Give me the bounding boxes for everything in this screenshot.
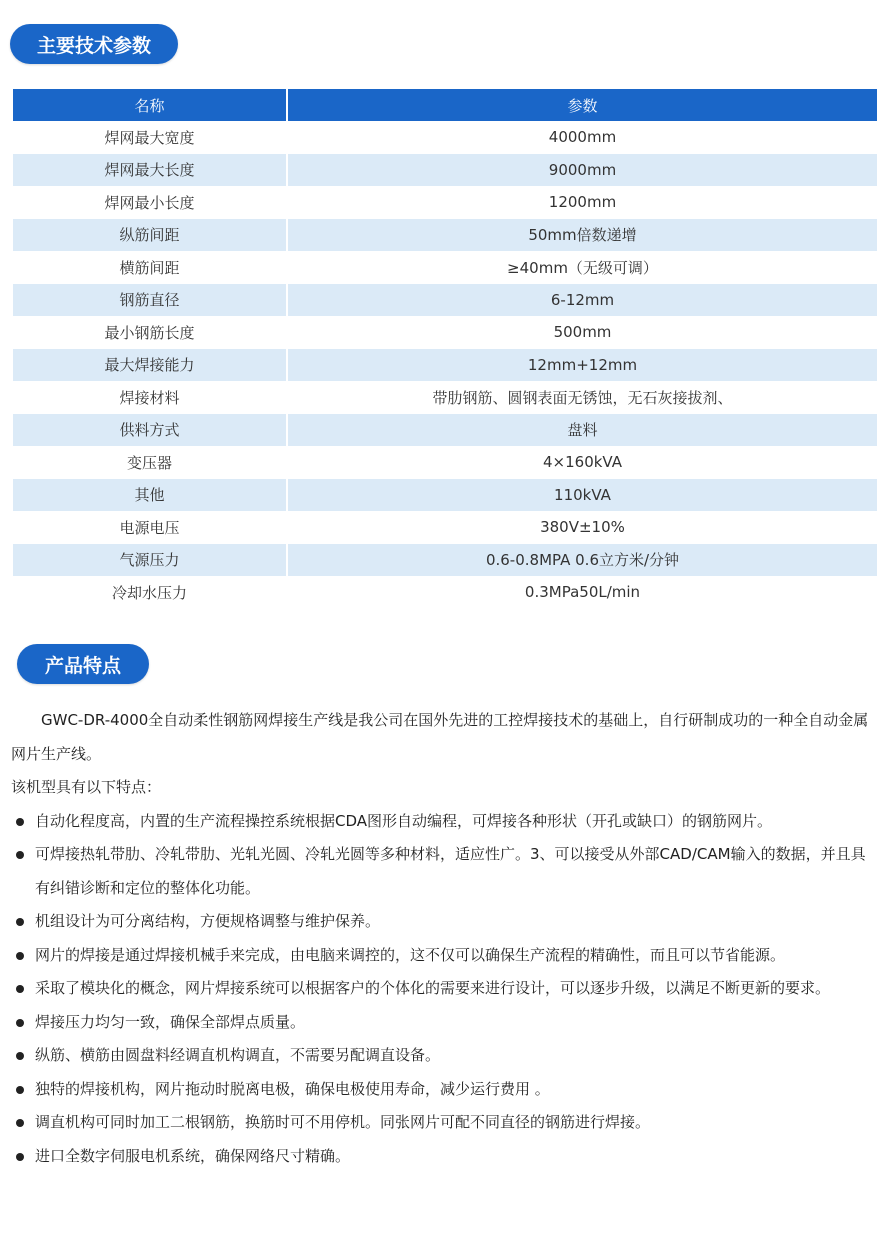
- bullet-icon: [16, 1052, 24, 1060]
- spec-name-cell: 最小钢筋长度: [104, 323, 195, 342]
- spec-name-cell: 纵筋间距: [13, 219, 286, 252]
- spec-value-cell: 12mm+12mm: [288, 349, 877, 382]
- spec-name-cell: 钢筋直径: [13, 284, 286, 317]
- table-row: [13, 479, 877, 512]
- spec-value-cell: 带肋钢筋、圆钢表面无锈蚀，无石灰接拔剂、: [432, 388, 733, 407]
- table-row: [13, 154, 877, 187]
- bullet-icon: [16, 985, 24, 993]
- table-row: [13, 121, 877, 154]
- spec-name-cell: 横筋间距: [119, 258, 180, 277]
- feature-text: 焊接压力均匀一致，确保全部焊点质量。: [35, 1012, 306, 1031]
- spec-name-cell: 焊接材料: [119, 388, 180, 407]
- feature-item: [11, 1106, 869, 1140]
- table-row: [13, 186, 877, 219]
- spec-value-cell: 0.3MPa50L/min: [524, 583, 641, 602]
- feature-text: 调直机构可同时加工二根钢筋，换筋时可不用停机。同张网片可配不同直径的钢筋进行焊接。: [35, 1113, 651, 1131]
- spec-name-cell: 最大焊接能力: [13, 349, 286, 382]
- spec-value-cell: 4×160kVA: [543, 453, 622, 472]
- feature-list: [11, 805, 869, 1174]
- feature-item: [11, 905, 869, 939]
- table-row: [13, 544, 877, 577]
- spec-name-cell: 供料方式: [13, 414, 286, 447]
- header-param: 参数: [288, 89, 877, 121]
- table-row: [13, 576, 877, 609]
- spec-value-cell: 1200mm: [548, 193, 617, 212]
- spec-value-cell: 6-12mm: [288, 284, 877, 317]
- bullet-icon: [16, 1086, 24, 1094]
- spec-table: [11, 89, 879, 609]
- table-row: [13, 219, 877, 252]
- spec-name-cell: 焊网最大宽度: [104, 128, 195, 147]
- table-row: [13, 316, 877, 349]
- spec-value-cell: 110kVA: [288, 479, 877, 512]
- feature-text: 自动化程度高，内置的生产流程操控系统根据CDA图形自动编程，可焊接各种形状（开孔或缺口）的钢筋网片。: [35, 811, 773, 830]
- feature-item: [11, 805, 869, 839]
- feature-text: 采取了模块化的概念，网片焊接系统可以根据客户的个体化的需要来进行设计，可以逐步升级，以满足不断更新的要求。: [35, 979, 831, 997]
- section-title-features-text: 产品特点: [44, 654, 121, 677]
- feature-item: [11, 939, 869, 973]
- bullet-icon: [16, 952, 24, 960]
- table-row: [13, 446, 877, 479]
- spec-value-cell: 0.6-0.8MPA 0.6立方米/分钟: [288, 544, 877, 577]
- spec-name-cell: 气源压力: [13, 544, 286, 577]
- feature-text: 纵筋、横筋由圆盘料经调直机构调直，不需要另配调直设备。: [35, 1046, 441, 1064]
- spec-name-cell: 其他: [13, 479, 286, 512]
- feature-text: 独特的焊接机构，网片拖动时脱离电极，确保电极使用寿命，减少运行费用 。: [35, 1079, 550, 1098]
- table-row: [13, 284, 877, 317]
- spec-name-cell: 焊网最小长度: [104, 193, 195, 212]
- bullet-icon: [16, 918, 24, 926]
- table-row: [13, 414, 877, 447]
- spec-name-cell: 焊网最大长度: [13, 154, 286, 187]
- feature-item: [11, 972, 869, 1006]
- section-title-features: [17, 644, 149, 684]
- header-name: 名称: [13, 89, 286, 121]
- feature-item: [11, 1140, 869, 1174]
- features-section: [11, 704, 869, 1173]
- features-lead: 该机型具有以下特点：: [11, 778, 162, 796]
- feature-item: [11, 1073, 869, 1107]
- feature-text: 网片的焊接是通过焊接机械手来完成，由电脑来调控的，这不仅可以确保生产流程的精确性，而且可以节省能源。: [35, 945, 786, 964]
- feature-text: 机组设计为可分离结构，方便规格调整与维护保养。: [35, 912, 381, 930]
- spec-value-cell: 4000mm: [548, 128, 617, 147]
- spec-value-cell: 500mm: [553, 323, 612, 342]
- spec-name-cell: 冷却水压力: [111, 583, 187, 602]
- spec-name-cell: 电源电压: [119, 518, 180, 537]
- table-row: [13, 511, 877, 544]
- spec-value-cell: 盘料: [288, 414, 877, 447]
- feature-item: [11, 838, 869, 905]
- bullet-icon: [16, 851, 24, 859]
- feature-text: 进口全数字伺服电机系统，确保网络尺寸精确。: [35, 1146, 351, 1165]
- spec-name-cell: 变压器: [126, 453, 172, 472]
- section-title-specs-text: 主要技术参数: [36, 34, 151, 57]
- table-row: [13, 349, 877, 382]
- feature-text: 可焊接热轧带肋、冷轧带肋、光轧光圆、冷轧光圆等多种材料，适应性广。3、可以接受从外部CAD/CAM输入的数据，并且具有纠错诊断和定位的整体化功能。: [35, 845, 866, 897]
- spec-table-header: [13, 89, 877, 121]
- bullet-icon: [16, 818, 24, 826]
- spec-value-cell: 9000mm: [288, 154, 877, 187]
- table-row: [13, 251, 877, 284]
- spec-value-cell: ≥40mm（无级可调）: [507, 258, 658, 277]
- section-title-specs: [10, 24, 178, 64]
- spec-value-cell: 380V±10%: [540, 518, 625, 537]
- feature-item: [11, 1039, 869, 1073]
- features-intro: GWC-DR-4000全自动柔性钢筋网焊接生产线是我公司在国外先进的工控焊接技术的基础上，自行研制成功的一种全自动金属网片生产线。: [11, 711, 869, 763]
- spec-value-cell: 50mm倍数递增: [288, 219, 877, 252]
- table-row: [13, 381, 877, 414]
- bullet-icon: [16, 1019, 24, 1027]
- feature-item: [11, 1006, 869, 1040]
- bullet-icon: [16, 1153, 24, 1161]
- bullet-icon: [16, 1119, 24, 1127]
